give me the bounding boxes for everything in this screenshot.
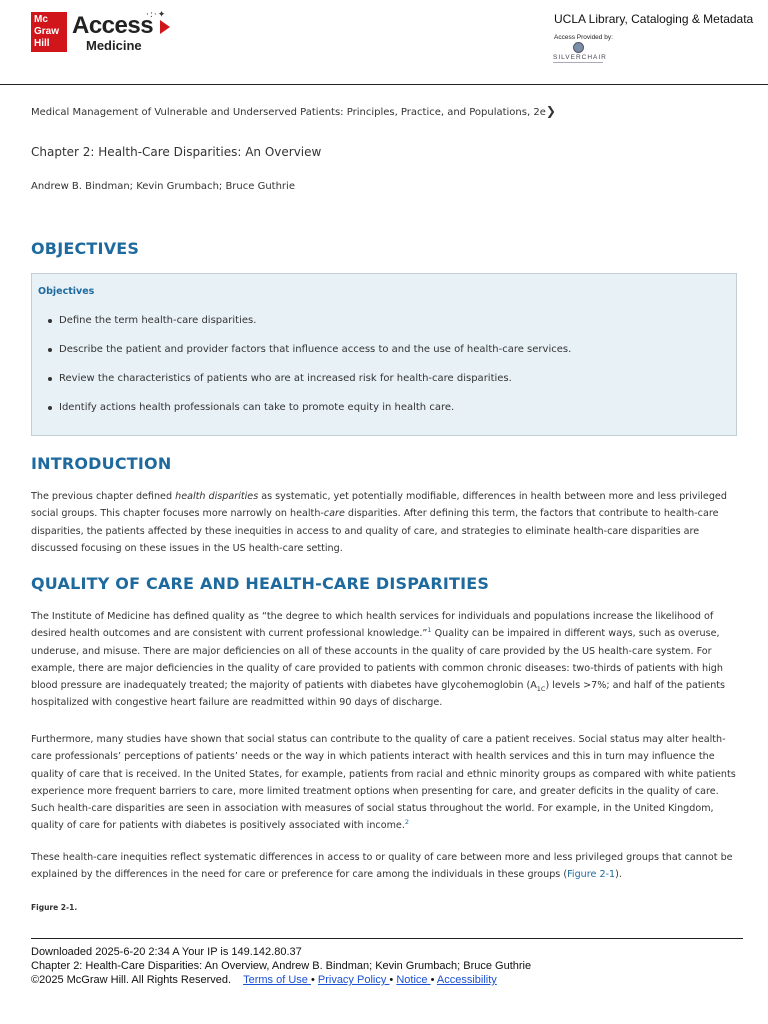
objectives-box-label: Objectives <box>38 286 95 297</box>
accessibility-link[interactable]: Accessibility <box>436 974 497 986</box>
access-medicine-logo[interactable]: Access <box>72 12 154 39</box>
terms-of-use-link[interactable]: Terms of Use <box>243 974 311 986</box>
objectives-box <box>31 273 737 436</box>
quality-paragraph-3: These health-care inequities reflect systematic differences in access to or quality of care between more and less privileged groups that cannot be explained by the differences in the need for care or preference for care among the individuals in these groups (Figure 2-1). <box>31 852 733 881</box>
reference-link-1[interactable]: 1 <box>427 626 432 635</box>
chevron-right-icon: ❯ <box>545 104 556 118</box>
access-provided-label: Access Provided by: <box>554 34 613 41</box>
list-item: Identify actions health professionals can take to promote equity in health care. <box>32 401 571 430</box>
mcgraw-hill-logo[interactable]: Mc Graw Hill <box>31 12 67 52</box>
footer-links-row: ©2025 McGraw Hill. All Rights Reserved. Terms of Use • Privacy Policy • Notice • Accessibility <box>31 974 497 986</box>
privacy-policy-link[interactable]: Privacy Policy <box>317 974 390 986</box>
quality-paragraph-1: The Institute of Medicine has defined quality as “the degree to which health services for individuals and populations increase the likelihood of desired health outcomes and are consistent with current professional knowledge.”$^1$ Quality can be impaired in different ways, such as overuse, underuse, and misuse. There are major deficiencies on all of these accounts in the quality of care provided by the US health-care system. For example, there are major deficiencies in the quality of care provided to patients with common chronic diseases: two-thirds of patients with high blood pressure are inadequately treated; the majority of patients with diabetes have glycohemoglobin $(A_{1C})$ levels >7%; and half of the patients hospitalized with congestive heart failure are readmitted within 90 days of discharge. <box>31 611 726 709</box>
list-item: Define the term health-care disparities. <box>32 314 571 343</box>
figure-2-1-link[interactable]: Figure 2-1 <box>567 869 616 881</box>
silverchair-underline <box>553 62 603 63</box>
copyright-text: ©2025 McGraw Hill. All Rights Reserved. <box>31 974 232 986</box>
chapter-authors: Andrew B. Bindman; Kevin Grumbach; Bruce Guthrie <box>31 181 295 192</box>
silverchair-logo-text: SILVERCHAIR <box>553 54 607 61</box>
breadcrumb <box>31 104 556 118</box>
notice-link[interactable]: Notice <box>396 974 431 986</box>
chapter-title: Chapter 2: Health-Care Disparities: An Overview <box>31 145 322 159</box>
site-header <box>0 0 768 85</box>
logo-arrow-icon <box>160 20 170 34</box>
reference-link-2[interactable]: 2 <box>404 818 410 827</box>
download-info: Downloaded 2025-6-20 2:34 A Your IP is 149.142.80.37 <box>31 946 302 958</box>
objectives-heading: OBJECTIVES <box>31 239 140 258</box>
list-item: Review the characteristics of patients who are at increased risk for health-care disparities. <box>32 372 571 401</box>
breadcrumb-book-link[interactable]: Medical Management of Vulnerable and Underserved Patients: Principles, Practice, and Populations, 2e <box>31 107 546 118</box>
quality-paragraph-2: Furthermore, many studies have shown that social status can contribute to the quality of care a patient receives. Social status may alter health-care professionals’ perceptions of patients’ needs or the way in which patients interact with health services and this in turn may influence the quality of care that is received. In the United States, for example, patients from racial and ethnic minority groups as compared with white patients experience more frequent barriers to care, more limited treatment options when presenting for care, and greater deficits in the quality of care. Such health-care disparities are seen in association with measures of social status throughout the world. For example, in the United Kingdom, quality of care for patients with diabetes is positively associated with income.$^2$ <box>31 734 736 832</box>
objectives-list <box>32 314 571 430</box>
figure-label: Figure 2-1. <box>31 903 78 912</box>
logo-medicine-text: Medicine <box>86 38 142 53</box>
introduction-heading: INTRODUCTION <box>31 454 172 473</box>
quality-heading: QUALITY OF CARE AND HEALTH-CARE DISPARITIES <box>31 574 490 593</box>
institution-name: UCLA Library, Cataloging & Metadata <box>554 12 754 26</box>
page-footer <box>31 945 531 987</box>
introduction-paragraph: The previous chapter defined health disparities as systematic, yet potentially modifiable, differences in health between more and less privileged social groups. This chapter focuses more narrowly on health-care disparities. After defining this term, the factors that contribute to health-care disparities, the patients affected by these inequities in access to and quality of care, and strategies to eliminate health-care disparities are discussed focusing on these issues in the US health-care setting. <box>31 491 727 554</box>
logo-sparkle-icon: ·:·✦ <box>146 10 167 20</box>
list-item: Describe the patient and provider factors that influence access to and the use of health-care services. <box>32 343 571 372</box>
silverchair-logo-icon <box>573 42 584 53</box>
citation-line: Chapter 2: Health-Care Disparities: An Overview, Andrew B. Bindman; Kevin Grumbach; Bruce Guthrie <box>31 960 532 972</box>
footer-divider <box>31 938 743 939</box>
